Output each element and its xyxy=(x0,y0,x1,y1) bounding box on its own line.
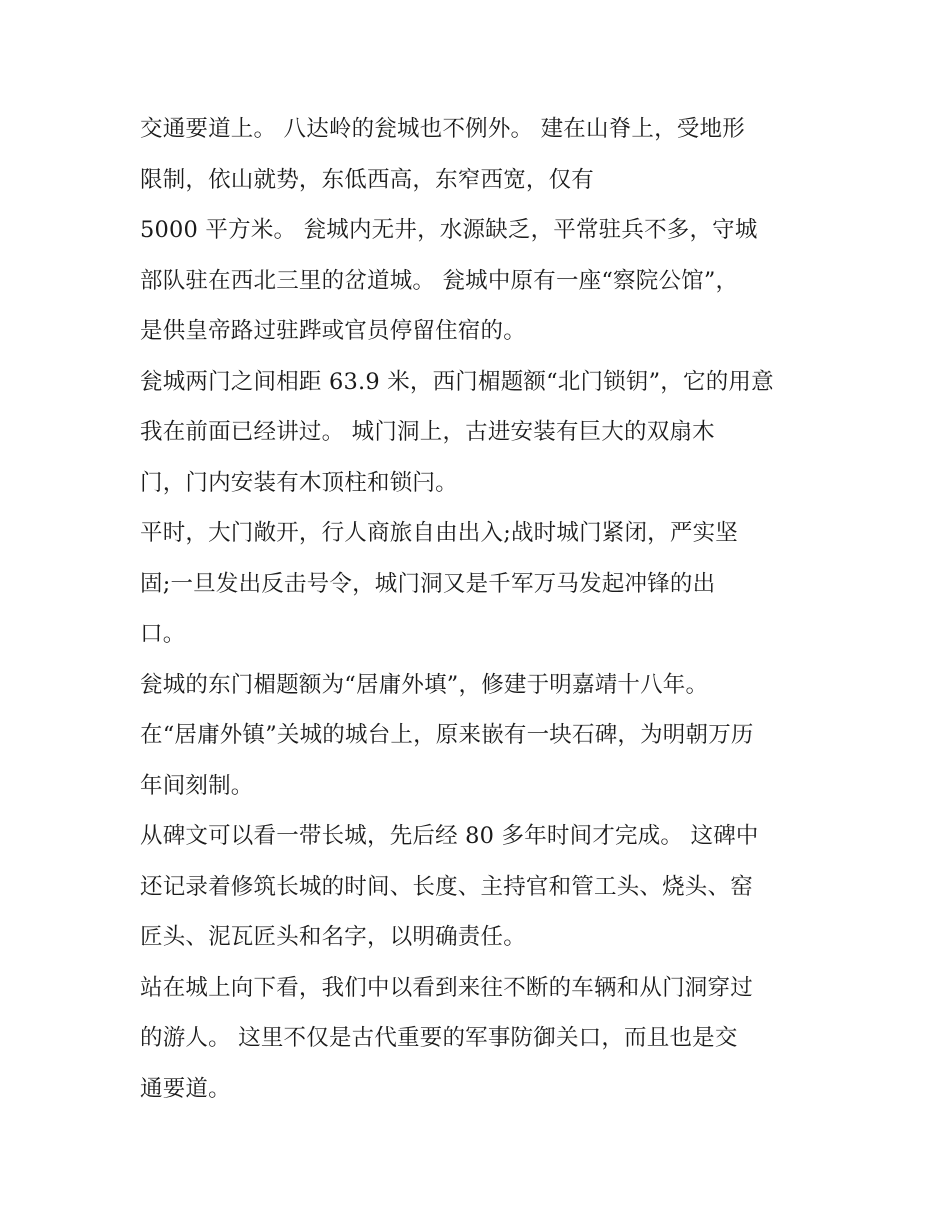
text-line: 还记录着修筑长城的时间、长度、主持官和管工头、烧头、窑 xyxy=(140,873,753,900)
text-line: 在“居庸外镇”关城的城台上，原来嵌有一块石碑，为明朝万历 xyxy=(140,722,754,748)
text-line: 是供皇帝路过驻跸或官员停留住宿的。 xyxy=(140,318,526,344)
text-line: 我在前面已经讲过。 城门洞上，古进安装有巨大的双扇木 xyxy=(140,419,715,445)
text-line: 年间刻制。 xyxy=(140,772,254,799)
text-line: 从碑文可以看一带长城，先后经 80 多年时间才完成。 这碑中 xyxy=(140,823,759,849)
text-line: 通要道。 xyxy=(140,1075,231,1102)
text-line: 门，门内安装有木顶柱和锁闩。 xyxy=(140,469,458,496)
text-line: 站在城上向下看，我们中以看到来往不断的车辆和从门洞穿过 xyxy=(140,974,753,1001)
text-line: 平时，大门敞开，行人商旅自由出入;战时城门紧闭，严实坚 xyxy=(140,520,738,546)
text-line: 限制，依山就势，东低西高，东窄西宽，仅有 xyxy=(140,166,595,193)
text-line: 固;一旦发出反击号令，城门洞又是千军万马发起冲锋的出 xyxy=(140,570,716,597)
text-line: 交通要道上。 八达岭的瓮城也不例外。 建在山脊上，受地形 xyxy=(140,116,745,142)
text-line: 部队驻在西北三里的岔道城。 瓮城中原有一座“察院公馆”， xyxy=(140,267,739,294)
text-line: 口。 xyxy=(140,621,186,647)
text-line: 瓮城两门之间相距 63.9 米，西门楣题额“北门锁钥”，它的用意 xyxy=(140,368,774,395)
text-line: 瓮城的东门楣题额为“居庸外填”，修建于明嘉靖十八年。 xyxy=(140,671,709,698)
text-line: 的游人。 这里不仅是古代重要的军事防御关口，而且也是交 xyxy=(140,1025,738,1051)
text-line: 匠头、泥瓦匠头和名字，以明确责任。 xyxy=(140,924,526,950)
text-line: 5000 平方米。 瓮城内无井，水源缺乏，平常驻兵不多，守城 xyxy=(140,217,758,243)
body-text xyxy=(140,104,840,1114)
